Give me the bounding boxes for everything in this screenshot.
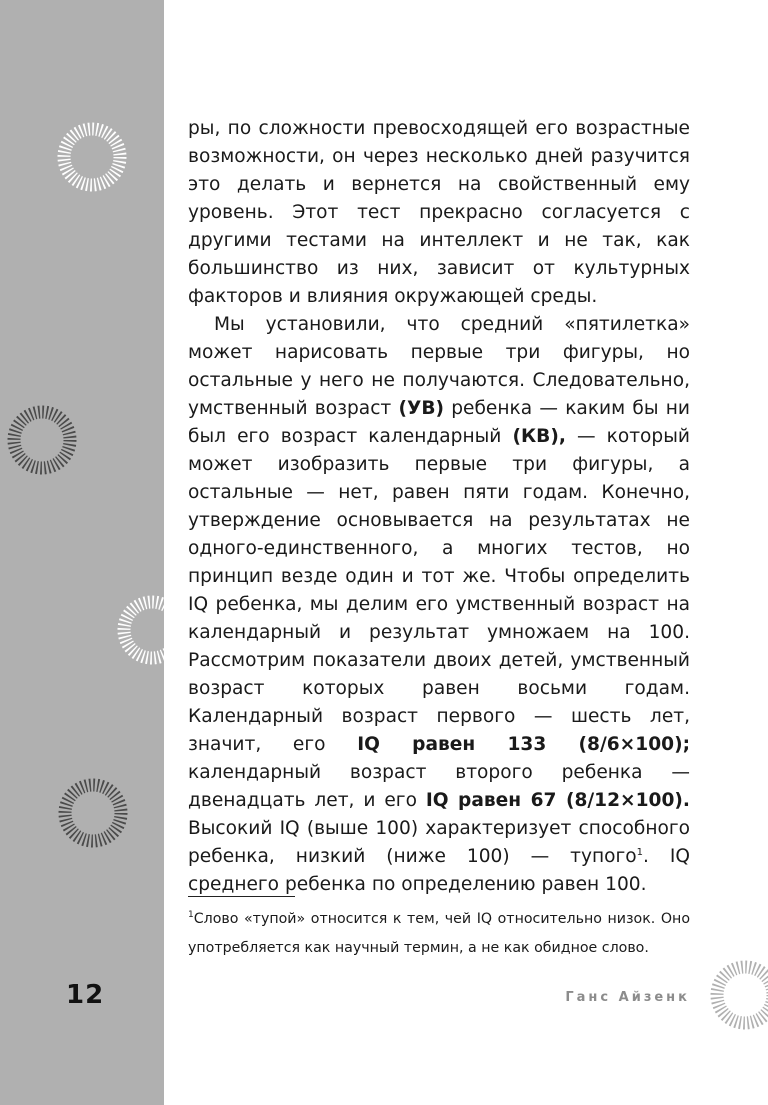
page-number: 12	[66, 980, 105, 1010]
decorative-circle-icon	[112, 590, 192, 670]
decorative-circle-icon	[2, 400, 82, 480]
footnote	[188, 905, 690, 963]
body-text	[188, 115, 690, 899]
decorative-circle-icon	[52, 117, 132, 197]
footnote-divider	[188, 896, 295, 897]
paragraph: ры, по сложности превосходящей его возрастные возможности, он через несколько дней разучится это делать и вернется на свойственный ему уровень. Этот тест прекрасно согласуется с другими тестами на интеллект и не так, как большинство из них, зависит от культурных факторов и влияния окружающей среды.	[188, 118, 690, 307]
footnote-marker: 1	[188, 910, 194, 920]
paragraph: Мы установили, что средний «пятилетка» может нарисовать первые три фигуры, но остальные у него не получаются. Следовательно, умственный возраст (УВ) ребенка — каким бы ни был его возраст календарный (КВ), — который может изобразить первые три фигуры, а остальные — нет, равен пяти годам. Конечно, утверждение основывается на результатах не одного-единственного, а многих тестов, но принцип везде один и тот же. Чтобы определить IQ ребенка, мы делим его умственный возраст на календарный и результат умножаем на 100. Рассмотрим показатели двоих детей, умственный возраст которых равен восьми годам. Календарный возраст первого — шесть лет, значит, его IQ равен 133 (8/6×100); календарный возраст второго ребенка — двенадцать лет, и его IQ равен 67 (8/12×100). Высокий IQ (выше 100) характеризует способного ребенка, низкий (ниже 100) — тупого$^1$. IQ среднего ребенка по определению равен 100.	[188, 314, 691, 895]
decorative-circle-icon	[705, 955, 768, 1035]
running-footer-author: Ганс Айзенк	[565, 990, 690, 1005]
footnote-text: Слово «тупой» относится к тем, чей IQ относительно низок. Оно употребляется как научный термин, а не как обидное слово.	[188, 911, 690, 956]
decorative-circle-icon	[53, 773, 133, 853]
footnote-reference[interactable]: 1	[636, 847, 643, 858]
